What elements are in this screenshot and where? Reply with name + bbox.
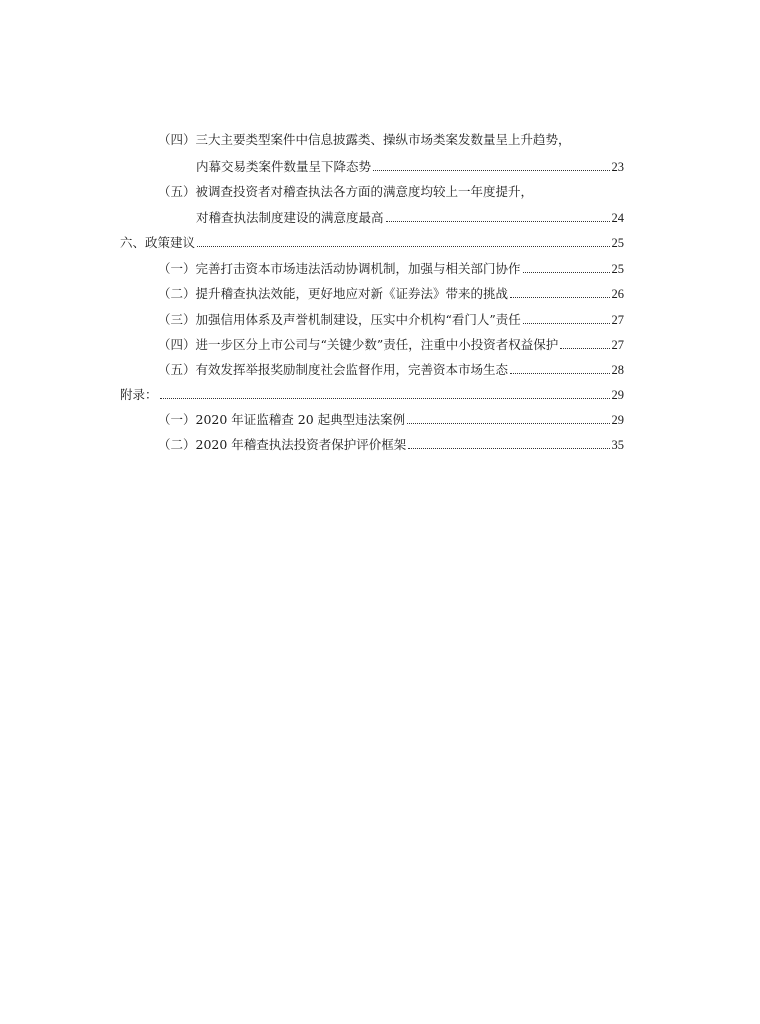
toc-entry-text: 附录： [120,387,158,402]
toc-page-number: 35 [611,438,624,452]
toc-page-number: 27 [611,338,624,352]
leader-dots [560,347,609,349]
leader-dots [386,220,610,222]
toc-page-number: 27 [611,313,624,327]
leader-dots [197,245,609,247]
toc-entry-6-2[interactable] [158,282,624,302]
toc-page-number: 25 [611,262,624,276]
toc-entry-text: （五）被调查投资者对稽查执法各方面的满意度均较上一年度提升， [158,184,534,199]
toc-entry-text: 对稽查执法制度建设的满意度最高 [196,210,384,225]
toc-page-number: 29 [611,413,624,427]
toc-entry-4-line1 [158,128,618,148]
leader-dots [523,271,610,273]
toc-entry-text: （四）进一步区分上市公司与“关键少数”责任，注重中小投资者权益保护 [158,337,559,352]
toc-appendix-1[interactable] [158,408,624,428]
toc-entry-5-line1 [158,180,618,200]
toc-entry-text: （四）三大主要类型案件中信息披露类、操纵市场类案发数量呈上升趋势， [158,132,571,147]
toc-entry-text: （三）加强信用体系及声誉机制建设，压实中介机构“看门人”责任 [158,312,521,327]
toc-page-number: 28 [611,363,624,377]
toc-entry-text: （一）完善打击资本市场违法活动协调机制，加强与相关部门协作 [158,261,521,276]
toc-entry-text: （二）提升稽查执法效能，更好地应对新《证券法》带来的挑战 [158,286,509,301]
toc-entry-6-1[interactable] [158,257,624,277]
toc-entry-text: （二）2020 年稽查执法投资者保护评价框架 [158,437,407,452]
toc-entry-text: 内幕交易类案件数量呈下降态势 [196,159,372,174]
toc-page-number: 26 [611,287,624,301]
leader-dots [373,169,609,171]
toc-page-number: 25 [611,236,624,250]
toc-appendix-2[interactable] [158,433,624,453]
toc-page-number: 29 [611,388,624,402]
toc-entry-6-3[interactable] [158,308,624,328]
toc-section-6[interactable] [120,231,624,251]
toc-page-number: 24 [611,211,624,225]
toc-entry-4[interactable] [196,155,624,175]
toc-entry-6-5[interactable] [158,358,624,378]
toc-entry-text: （五）有效发挥举报奖励制度社会监督作用，完善资本市场生态 [158,362,509,377]
toc-entry-6-4[interactable] [158,333,624,353]
leader-dots [407,422,609,424]
toc-entry-text: 六、政策建议 [120,235,196,250]
leader-dots [523,322,610,324]
toc-entry-text: （一）2020 年证监稽查 20 起典型违法案例 [158,412,406,427]
toc-appendix[interactable] [120,383,624,403]
leader-dots [408,447,609,449]
toc-page-number: 23 [611,160,624,174]
toc-entry-5[interactable] [196,206,624,226]
leader-dots [160,397,610,399]
leader-dots [510,372,609,374]
leader-dots [510,296,609,298]
